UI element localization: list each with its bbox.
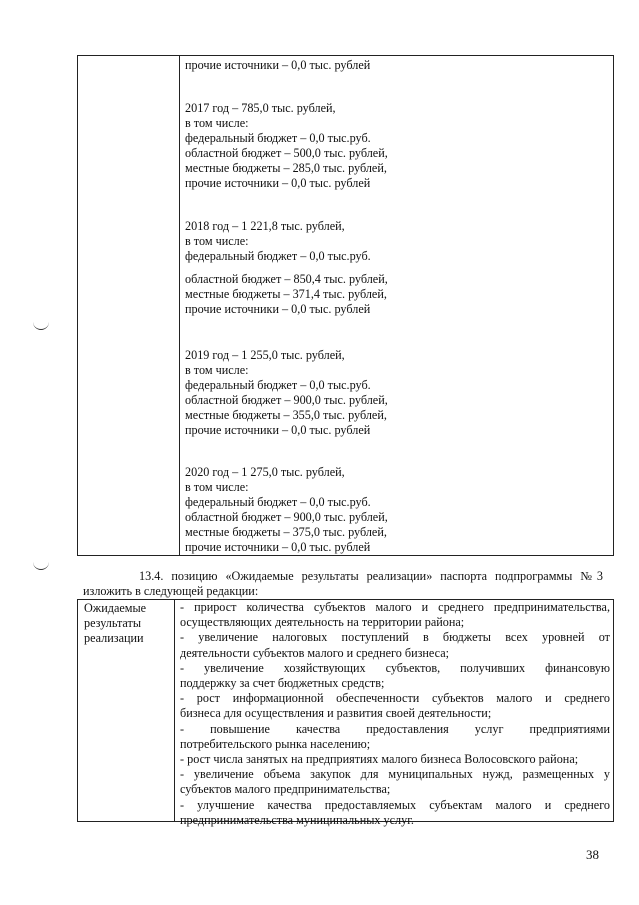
result-line: - увеличение объема закупок для муниципальных нужд, размещенных у: [180, 767, 610, 782]
year-other: прочие источники – 0,0 тыс. рублей: [185, 302, 371, 316]
result-line: бизнеса для осуществления и развития своей деятельности;: [180, 706, 492, 721]
year-regional: областной бюджет – 900,0 тыс. рублей,: [185, 510, 388, 524]
result-line: - рост числа занятых на предприятиях малого бизнеса Волосовского района;: [180, 752, 579, 767]
year-incl: в том числе:: [185, 480, 249, 494]
result-line: деятельности субъектов малого и среднего бизнеса;: [180, 645, 449, 660]
year-incl: в том числе:: [185, 234, 249, 248]
result-line: предпринимательства муниципальных услуг.: [180, 812, 414, 827]
result-line: - повышение качества предоставления услуг предприятиями: [180, 721, 610, 736]
year-federal: федеральный бюджет – 0,0 тыс.руб.: [185, 131, 371, 145]
year-local: местные бюджеты – 285,0 тыс. рублей,: [185, 161, 387, 175]
year-total: 2020 год – 1 275,0 тыс. рублей,: [185, 465, 345, 479]
results-label-cell: [77, 599, 175, 822]
funding-year-2019: [185, 348, 388, 438]
result-line: субъектов малого предпринимательства;: [180, 782, 391, 797]
year-local: местные бюджеты – 371,4 тыс. рублей,: [185, 287, 387, 301]
year-local: местные бюджеты – 375,0 тыс. рублей,: [185, 525, 387, 539]
year-incl: в том числе:: [185, 363, 249, 377]
year-regional: областной бюджет – 900,0 тыс. рублей,: [185, 393, 388, 407]
amendment-paragraph: [83, 569, 603, 599]
year-total: 2019 год – 1 255,0 тыс. рублей,: [185, 348, 345, 362]
year-federal: федеральный бюджет – 0,0 тыс.руб.: [185, 249, 371, 263]
year-federal: федеральный бюджет – 0,0 тыс.руб.: [185, 495, 371, 509]
year-federal: федеральный бюджет – 0,0 тыс.руб.: [185, 378, 371, 392]
binder-mark: [33, 561, 49, 570]
year-incl: в том числе:: [185, 116, 249, 130]
result-line: - рост информационной обеспеченности субъектов малого и среднего: [180, 691, 610, 706]
result-line: осуществляющих деятельность на территории района;: [180, 615, 465, 630]
funding-year-2018: [185, 219, 388, 317]
paragraph-line-2: изложить в следующей редакции:: [83, 584, 259, 598]
funding-top-line: прочие источники – 0,0 тыс. рублей: [185, 58, 371, 72]
result-line: - прирост количества субъектов малого и среднего предпринимательства,: [180, 600, 610, 614]
result-line: - увеличение хозяйствующих субъектов, получивших финансовую: [180, 660, 610, 675]
year-local: местные бюджеты – 355,0 тыс. рублей,: [185, 408, 387, 422]
result-line: потребительского рынка населению;: [180, 736, 371, 751]
year-other: прочие источники – 0,0 тыс. рублей: [185, 423, 371, 437]
binder-mark: [33, 321, 49, 330]
result-line: - увеличение налоговых поступлений в бюджеты всех уровней от: [180, 630, 610, 645]
year-regional: областной бюджет – 500,0 тыс. рублей,: [185, 146, 388, 160]
funding-year-2020: [185, 465, 388, 555]
page-number: 38: [586, 847, 599, 862]
result-line: - улучшение качества предоставляемых субъектам малого и среднего: [180, 797, 610, 812]
funding-label-cell: [77, 55, 180, 556]
year-regional: областной бюджет – 850,4 тыс. рублей,: [185, 272, 388, 286]
result-line: поддержку за счет бюджетных средств;: [180, 676, 385, 691]
results-list: [180, 600, 610, 828]
funding-year-2017: [185, 101, 388, 191]
label-line: результаты: [84, 616, 142, 630]
year-other: прочие источники – 0,0 тыс. рублей: [185, 540, 371, 554]
label-line: Ожидаемые: [84, 601, 147, 615]
year-other: прочие источники – 0,0 тыс. рублей: [185, 176, 371, 190]
paragraph-line-1: 13.4. позицию «Ожидаемые результаты реализации» паспорта подпрограммы №3: [139, 569, 603, 583]
label-line: реализации: [84, 631, 144, 645]
year-total: 2017 год – 785,0 тыс. рублей,: [185, 101, 336, 115]
year-total: 2018 год – 1 221,8 тыс. рублей,: [185, 219, 345, 233]
